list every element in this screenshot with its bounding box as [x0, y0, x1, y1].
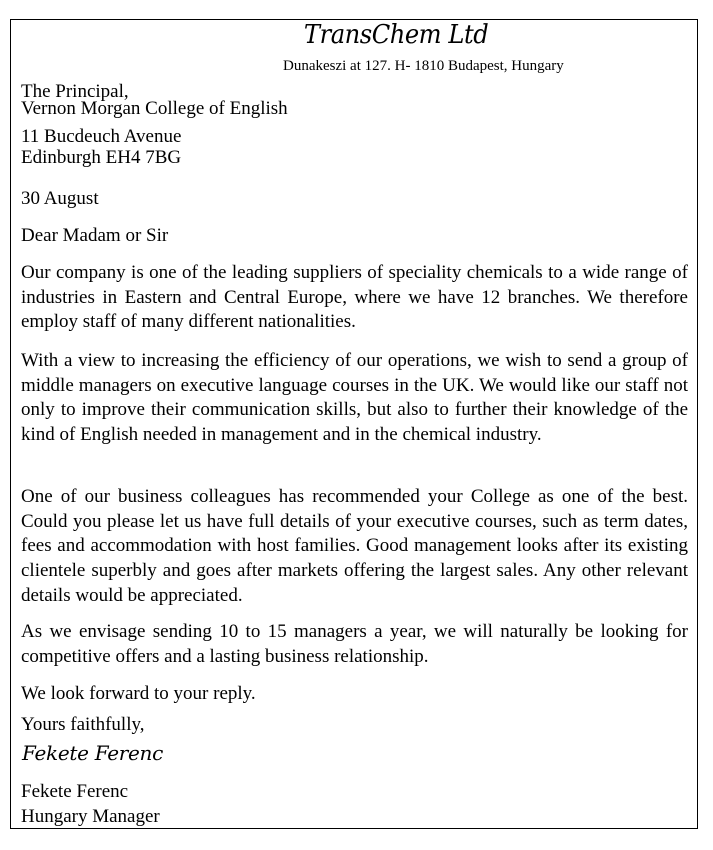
signer-name: Fekete Ferenc: [21, 781, 129, 802]
paragraph-2: With a view to increasing the efficiency of our operations, we wish to send a group of middle managers on executive language courses in the UK. We would like our staff not only to improve their communication skills, but also to further their knowledge of the kind of English needed in management and in the chemical industry.: [21, 350, 688, 446]
recipient-city: Edinburgh EH4 7BG: [21, 147, 182, 169]
company-address: Dunakeszi at 127. H- 1810 Budapest, Hungary: [283, 58, 564, 74]
valediction: Yours faithfully,: [21, 714, 145, 735]
paragraph-1: Our company is one of the leading suppliers of speciality chemicals to a wide range of industries in Eastern and Central Europe, where we have 12 branches. We therefore employ staff of many different nationalities.: [21, 262, 688, 333]
letter-date: 30 August: [21, 188, 99, 209]
signer-block: [21, 780, 688, 829]
signer-position: Hungary Manager: [21, 805, 160, 827]
recipient-title: The Principal,: [21, 81, 129, 102]
closing-line: We look forward to your reply.: [21, 683, 256, 704]
recipient-street: 11 Bucdeuch Avenue: [21, 126, 182, 148]
company-name: [0, 22, 713, 48]
handwritten-signature: Fekete Ferenc: [22, 741, 164, 765]
company-name-text: TransChem Ltd: [304, 20, 489, 50]
paragraph-4: As we envisage sending 10 to 15 managers a year, we will naturally be looking for competitive offers and a lasting business relationship.: [21, 621, 688, 667]
salutation: Dear Madam or Sir: [21, 225, 169, 246]
recipient-block: [21, 80, 688, 171]
recipient-institution: Vernon Morgan College of English: [21, 97, 288, 119]
paragraph-3: One of our business colleagues has recommended your College as one of the best. Could you please let us have full details of your executive courses, such as term dates, fees and accommodation with host families. Good management looks after its existing clientele superbly and goes after markets offering the largest sales. Any other relevant details would be appreciated.: [21, 486, 688, 606]
